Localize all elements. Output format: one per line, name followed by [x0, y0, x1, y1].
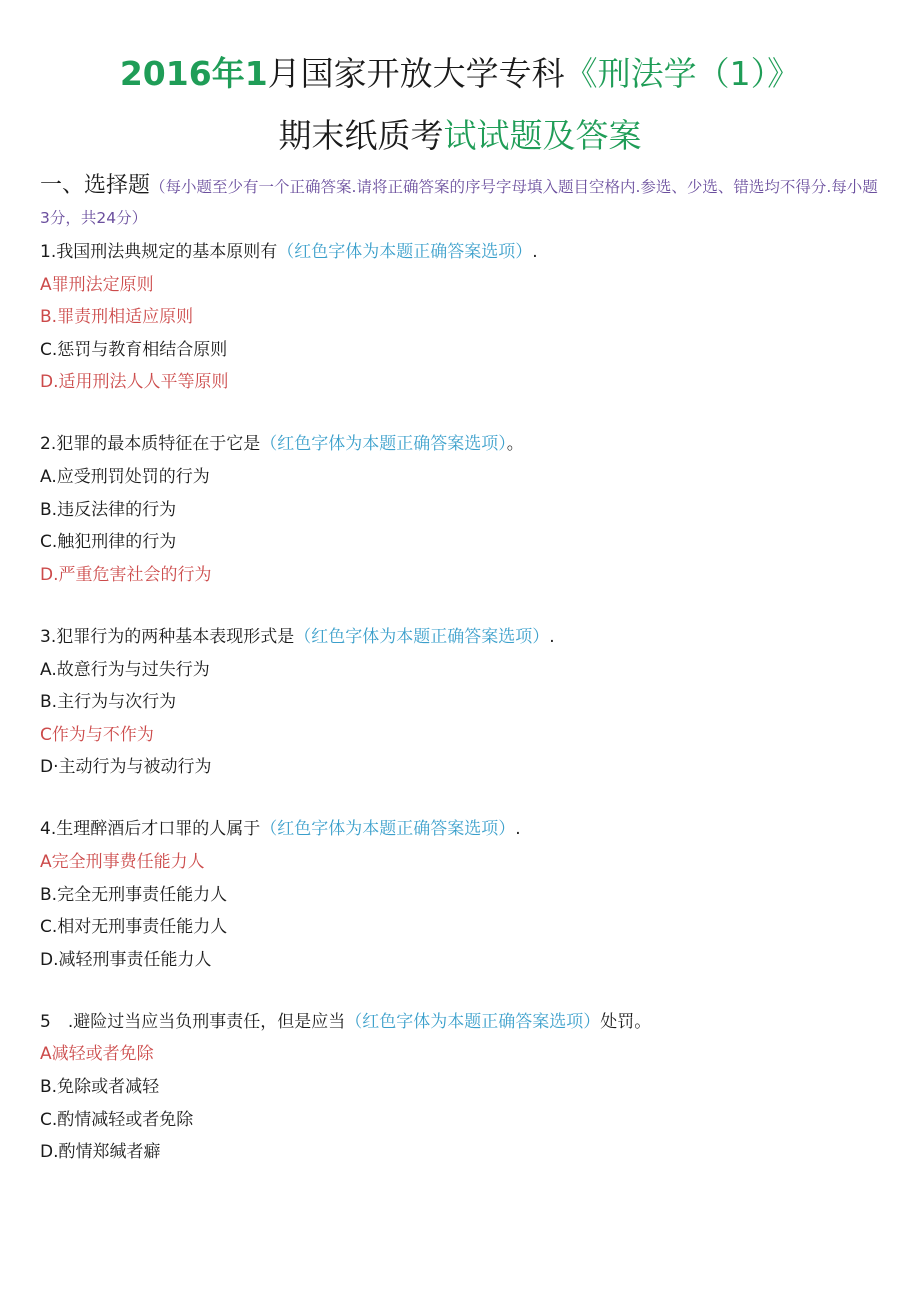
option: B.免除或者减轻: [40, 1077, 160, 1098]
question-end: .: [549, 626, 555, 647]
question-end: .: [532, 242, 538, 262]
option-correct: C作为与不作为: [40, 724, 154, 745]
option-correct: B.罪责刑相适应原则: [40, 307, 194, 328]
answer-blank-note: （红色字体为本题正确答案选项）: [260, 434, 507, 455]
option: B.完全无刑事责任能力人: [40, 884, 228, 905]
option: D.减轻刑事责任能力人: [40, 949, 212, 970]
option-correct: D.适用刑法人人平等原则: [40, 372, 229, 393]
option: A.故意行为与过失行为: [40, 659, 210, 680]
title-exam-type: 期末纸质考: [278, 116, 444, 155]
question-text: 2.犯罪的最本质特征在于它是: [40, 434, 261, 455]
section-heading: 一、选择题: [40, 173, 151, 198]
question-block: [40, 428, 885, 591]
option: C.惩罚与教育相结合原则: [40, 339, 228, 360]
title-course: 《刑法学（1）》: [564, 54, 801, 93]
option: D·主动行为与被动行为: [40, 757, 212, 778]
question-end: 。: [506, 434, 524, 455]
question-stem: [40, 813, 885, 846]
option: C.触犯刑律的行为: [40, 532, 177, 553]
section-header: [40, 170, 885, 234]
question-block: [40, 1006, 885, 1169]
document-title-line-2: [0, 112, 920, 160]
question-list: [40, 236, 885, 1169]
question-text: 4.生理醉酒后才口罪的人属于: [40, 819, 261, 840]
question-text: 5 .避险过当应当负刑事责任，但是应当: [40, 1011, 346, 1032]
question-block: [40, 813, 885, 976]
question-stem: [40, 621, 885, 654]
question-stem: [40, 428, 885, 461]
option-correct: A完全刑事费任能力人: [40, 852, 205, 872]
title-institution: 月国家开放大学专科: [267, 54, 565, 93]
question-stem: [40, 236, 885, 269]
option: B.违反法律的行为: [40, 499, 177, 520]
option: C.相对无刑事责任能力人: [40, 917, 228, 938]
question-block: [40, 236, 885, 399]
document-title-line-1: [0, 50, 920, 98]
question-spacer: [40, 591, 885, 621]
answer-blank-note: （红色字体为本题正确答案选项）: [277, 242, 533, 262]
option: B.主行为与次行为: [40, 692, 177, 713]
question-spacer: [40, 399, 885, 429]
question-spacer: [40, 976, 885, 1006]
title-year: 2016年1: [119, 54, 268, 93]
answer-blank-note: （红色字体为本题正确答案选项）: [260, 819, 516, 840]
question-stem: [40, 1006, 885, 1039]
question-spacer: [40, 784, 885, 814]
question-end: .: [515, 819, 521, 840]
option-correct: A罪刑法定原则: [40, 274, 154, 295]
option: C.酌情减轻或者免除: [40, 1109, 194, 1130]
section-instructions: （每小题至少有一个正确答案.请将正确答案的序号字母填入题目空格内.参选、少选、错选均不得分.每小题3分，共24分）: [40, 178, 878, 227]
title-exam-suffix: 试试题及答案: [443, 116, 642, 155]
option-correct: D.严重危害社会的行为: [40, 564, 212, 585]
answer-blank-note: （红色字体为本题正确答案选项）: [345, 1011, 601, 1032]
question-text: 3.犯罪行为的两种基本表现形式是: [40, 626, 295, 647]
question-block: [40, 621, 885, 784]
option: A.应受刑罚处罚的行为: [40, 467, 210, 488]
question-end: 处罚。: [600, 1011, 652, 1032]
option-correct: A减轻或者免除: [40, 1044, 154, 1065]
answer-blank-note: （红色字体为本题正确答案选项）: [294, 626, 550, 647]
question-text: 1.我国刑法典规定的基本原则有: [40, 242, 278, 262]
option: D.酌情郑缄者癖: [40, 1142, 161, 1163]
